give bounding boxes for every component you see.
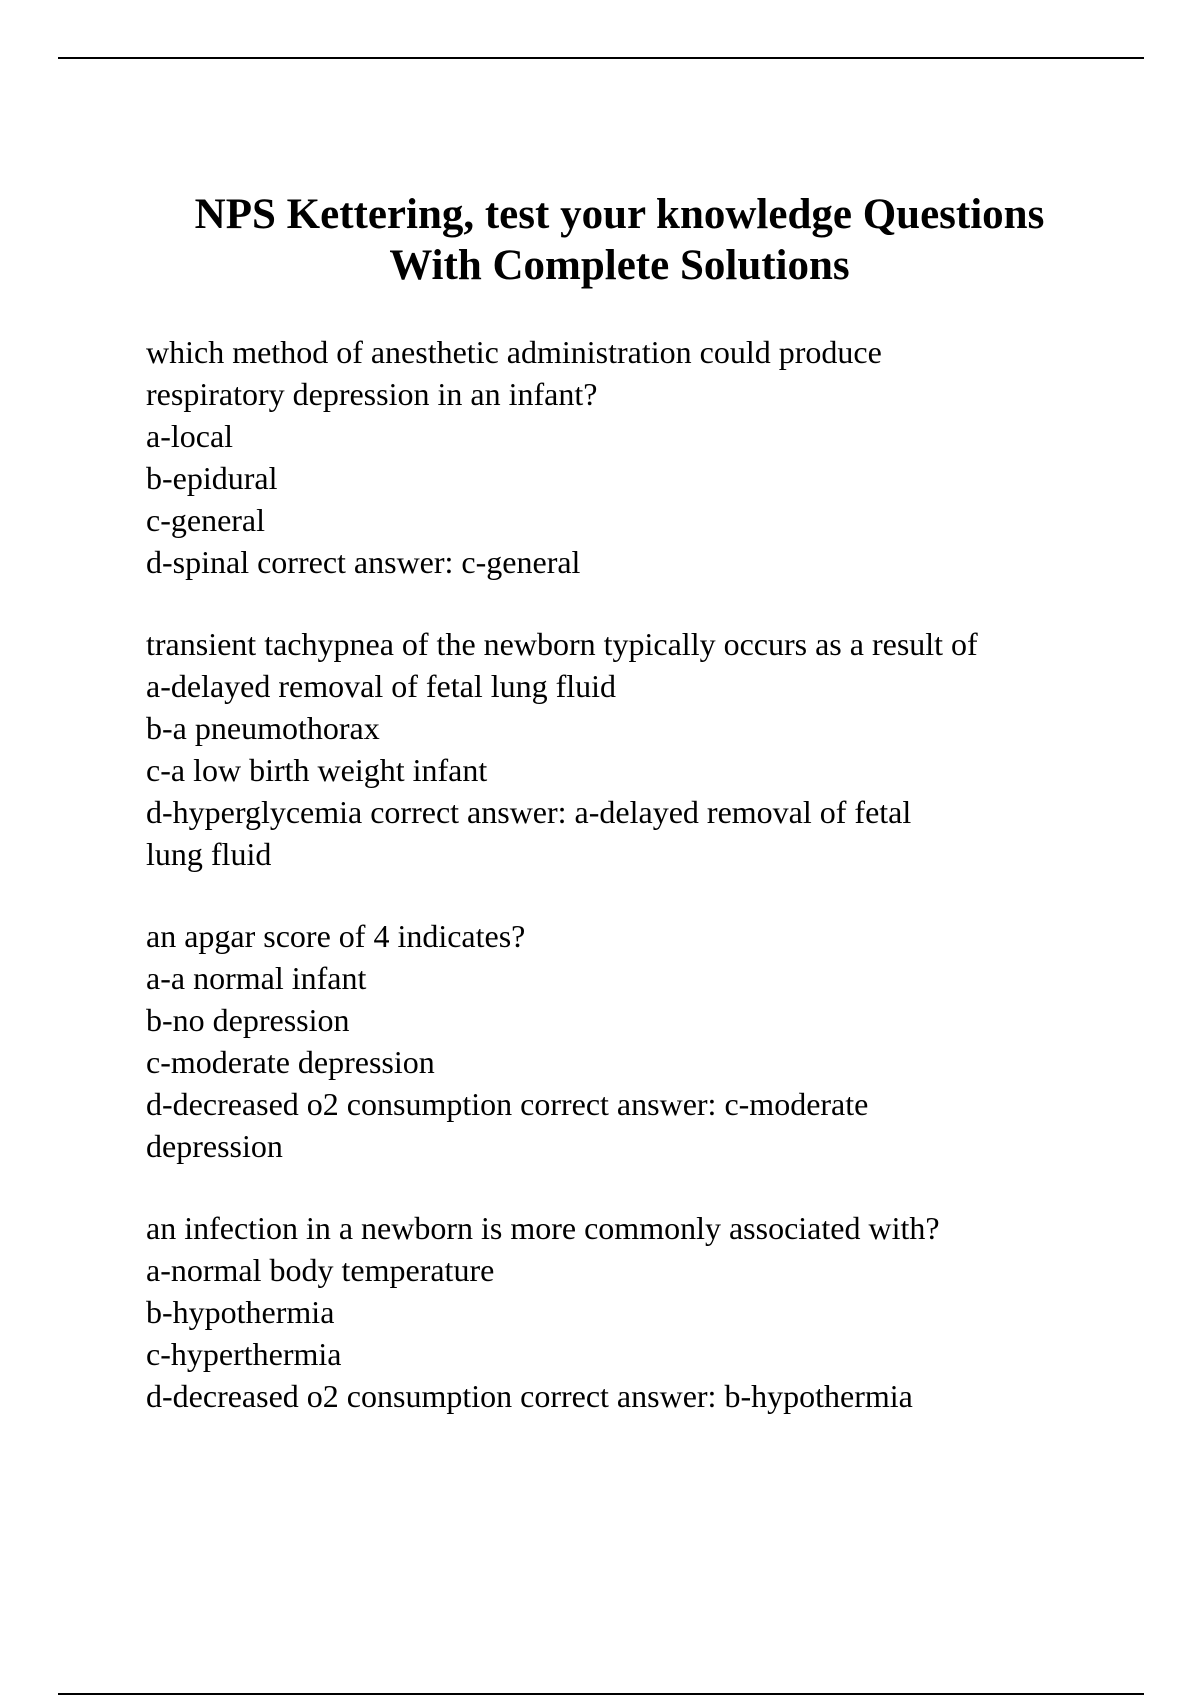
question-1-text-line-2: respiratory depression in an infant? [146,376,598,412]
question-list [146,331,1136,1457]
question-1 [146,331,1136,583]
question-3 [146,915,1136,1167]
question-2-answer-continued: lung fluid [146,836,272,872]
question-4 [146,1207,1136,1417]
question-2-option-d-answer: d-hyperglycemia correct answer: a-delayed removal of fetal [146,794,912,830]
question-2 [146,623,1136,875]
question-4-option-d-answer: d-decreased o2 consumption correct answer: b-hypothermia [146,1378,913,1414]
question-3-text: an apgar score of 4 indicates? [146,918,526,954]
question-3-option-d-answer: d-decreased o2 consumption correct answer: c-moderate [146,1086,869,1122]
question-3-option-b: b-no depression [146,1002,350,1038]
question-3-answer-continued: depression [146,1128,283,1164]
question-4-option-c: c-hyperthermia [146,1336,342,1372]
document-title [120,189,1119,291]
question-1-text-line-1: which method of anesthetic administration could produce [146,334,882,370]
question-4-option-b: b-hypothermia [146,1294,335,1330]
question-1-option-a: a-local [146,418,234,454]
question-4-text: an infection in a newborn is more commonly associated with? [146,1210,940,1246]
bottom-rule [58,1693,1144,1695]
question-2-option-c: c-a low birth weight infant [146,752,488,788]
top-rule [58,57,1144,59]
question-3-option-c: c-moderate depression [146,1044,435,1080]
question-2-text: transient tachypnea of the newborn typically occurs as a result of [146,626,978,662]
question-2-option-b: b-a pneumothorax [146,710,380,746]
question-1-option-b: b-epidural [146,460,278,496]
question-2-option-a: a-delayed removal of fetal lung fluid [146,668,617,704]
question-4-option-a: a-normal body temperature [146,1252,495,1288]
question-1-option-c: c-general [146,502,266,538]
title-line-1: NPS Kettering, test your knowledge Questions [194,191,1045,238]
question-1-option-d-answer: d-spinal correct answer: c-general [146,544,581,580]
title-line-2: With Complete Solutions [389,242,850,289]
question-3-option-a: a-a normal infant [146,960,367,996]
